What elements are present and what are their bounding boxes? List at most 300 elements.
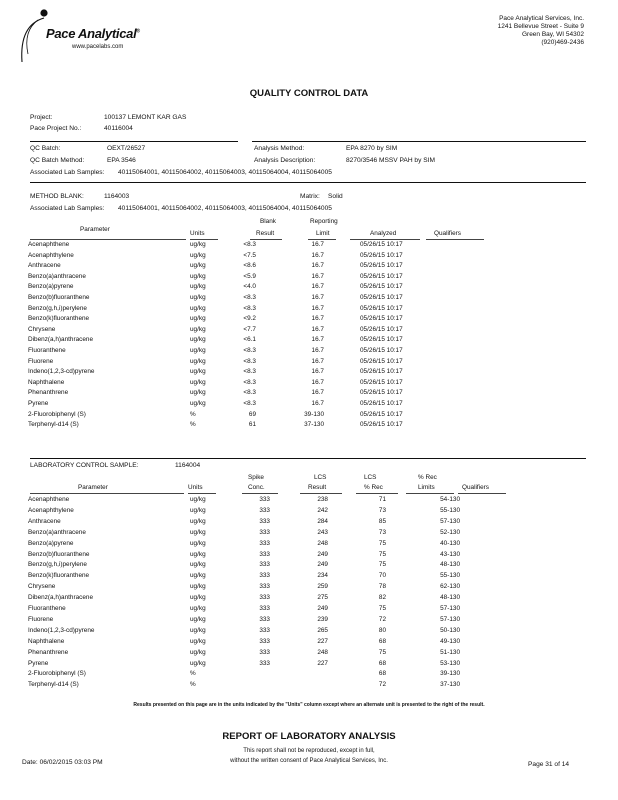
col-qualifiers: Qualifiers bbox=[434, 230, 461, 237]
cell-parameter: 2-Fluorobiphenyl (S) bbox=[28, 410, 86, 418]
divider bbox=[30, 239, 186, 240]
analysis-desc-value: 8270/3546 MSSV PAH by SIM bbox=[346, 157, 435, 164]
disclaimer-line-2: without the written consent of Pace Analytical Services, Inc. bbox=[230, 758, 388, 764]
cell-spike-conc: 333 bbox=[259, 583, 270, 591]
col-blank-result: Result bbox=[256, 230, 275, 237]
cell-spike-conc: 333 bbox=[259, 539, 270, 547]
table-row bbox=[0, 421, 618, 431]
divider bbox=[250, 239, 282, 240]
col-rec-limits-top: % Rec bbox=[418, 474, 437, 481]
cell-parameter: 2-Fluorobiphenyl (S) bbox=[28, 670, 86, 678]
method-blank-id: 1164003 bbox=[104, 193, 130, 200]
cell-parameter: Benzo(a)anthracene bbox=[28, 272, 86, 280]
table-row bbox=[0, 561, 618, 571]
cell-rec-limits: 48-130 bbox=[440, 594, 460, 602]
cell-units: ug/kg bbox=[190, 561, 206, 569]
cell-pct-rec: 80 bbox=[378, 626, 386, 634]
cell-parameter: Benzo(a)pyrene bbox=[28, 283, 74, 291]
divider bbox=[252, 141, 586, 142]
table-row bbox=[0, 670, 618, 680]
cell-pct-rec: 75 bbox=[378, 561, 386, 569]
table-row bbox=[0, 379, 618, 389]
cell-blank-result: <8.3 bbox=[243, 368, 256, 376]
cell-parameter: Fluoranthene bbox=[28, 347, 66, 354]
col-lcs-rec: LCS bbox=[364, 474, 377, 481]
cell-lcs-result: 249 bbox=[317, 561, 328, 569]
cell-units: ug/kg bbox=[190, 572, 206, 580]
table-row bbox=[0, 649, 618, 659]
table-row bbox=[0, 660, 618, 670]
cell-reporting-limit: 16.7 bbox=[311, 400, 324, 407]
table-row bbox=[0, 241, 618, 251]
table-row bbox=[0, 283, 618, 293]
page-number: Page 31 of 14 bbox=[528, 761, 570, 768]
cell-units: ug/kg bbox=[190, 272, 206, 280]
cell-parameter: Indeno(1,2,3-cd)pyrene bbox=[28, 626, 95, 634]
cell-units: ug/kg bbox=[190, 626, 206, 634]
cell-units: ug/kg bbox=[190, 389, 206, 397]
cell-units: % bbox=[190, 410, 196, 418]
cell-rec-limits: 37-130 bbox=[440, 681, 460, 689]
cell-rec-limits: 62-130 bbox=[440, 583, 460, 591]
cell-parameter: Naphthalene bbox=[28, 378, 65, 386]
divider bbox=[30, 182, 586, 183]
divider bbox=[190, 239, 218, 240]
cell-reporting-limit: 16.7 bbox=[311, 294, 324, 301]
cell-spike-conc: 333 bbox=[259, 561, 270, 569]
cell-reporting-limit: 37-130 bbox=[304, 421, 324, 429]
cell-reporting-limit: 16.7 bbox=[311, 336, 324, 344]
cell-pct-rec: 68 bbox=[378, 637, 386, 645]
cell-spike-conc: 333 bbox=[259, 637, 270, 645]
cell-parameter: Benzo(b)fluoranthene bbox=[28, 550, 90, 558]
cell-rec-limits: 51-130 bbox=[440, 648, 460, 656]
cell-lcs-result: 242 bbox=[317, 506, 328, 514]
cell-units: ug/kg bbox=[190, 659, 206, 667]
cell-parameter: Phenanthrene bbox=[28, 389, 69, 397]
cell-units: ug/kg bbox=[190, 357, 206, 365]
cell-spike-conc: 333 bbox=[259, 528, 270, 536]
cell-blank-result: <5.9 bbox=[243, 272, 256, 280]
cell-units: % bbox=[190, 670, 196, 678]
cell-analyzed: 05/26/15 10:17 bbox=[360, 357, 403, 365]
cell-units: ug/kg bbox=[190, 241, 206, 248]
associated-samples-value: 40115064001, 40115064002, 40115064003, 40115064004, 40115064005 bbox=[118, 169, 332, 176]
cell-reporting-limit: 16.7 bbox=[311, 262, 324, 270]
cell-lcs-result: 284 bbox=[317, 517, 328, 525]
cell-parameter: Acenaphthene bbox=[28, 496, 70, 503]
cell-pct-rec: 72 bbox=[378, 615, 386, 623]
cell-reporting-limit: 39-130 bbox=[304, 410, 324, 418]
cell-units: ug/kg bbox=[190, 347, 206, 354]
cell-units: ug/kg bbox=[190, 336, 206, 344]
cell-lcs-result: 259 bbox=[317, 583, 328, 591]
matrix-value: Solid bbox=[328, 193, 343, 200]
cell-rec-limits: 54-130 bbox=[440, 496, 460, 503]
cell-blank-result: <8.3 bbox=[243, 347, 256, 354]
cell-analyzed: 05/26/15 10:17 bbox=[360, 294, 403, 301]
cell-units: ug/kg bbox=[190, 517, 206, 525]
cell-spike-conc: 333 bbox=[259, 626, 270, 634]
cell-rec-limits: 50-130 bbox=[440, 626, 460, 634]
cell-lcs-result: 275 bbox=[317, 594, 328, 602]
cell-units: ug/kg bbox=[190, 605, 206, 612]
cell-parameter: Benzo(a)pyrene bbox=[28, 539, 74, 547]
cell-analyzed: 05/26/15 10:17 bbox=[360, 325, 403, 333]
table-row bbox=[0, 540, 618, 550]
cell-reporting-limit: 16.7 bbox=[311, 272, 324, 280]
table-row bbox=[0, 551, 618, 561]
cell-units: ug/kg bbox=[190, 496, 206, 503]
table-row bbox=[0, 411, 618, 421]
cell-reporting-limit: 16.7 bbox=[311, 315, 324, 323]
cell-rec-limits: 52-130 bbox=[440, 528, 460, 536]
cell-spike-conc: 333 bbox=[259, 594, 270, 602]
table-row bbox=[0, 305, 618, 315]
cell-analyzed: 05/26/15 10:17 bbox=[360, 272, 403, 280]
col-units: Units bbox=[190, 230, 205, 237]
cell-units: ug/kg bbox=[190, 637, 206, 645]
cell-pct-rec: 75 bbox=[378, 648, 386, 656]
cell-parameter: Acenaphthylene bbox=[28, 251, 74, 259]
cell-lcs-result: 243 bbox=[317, 528, 328, 536]
qc-batch-method-value: EPA 3546 bbox=[107, 157, 136, 164]
cell-analyzed: 05/26/15 10:17 bbox=[360, 389, 403, 397]
cell-lcs-result: 239 bbox=[317, 615, 328, 623]
analysis-method-value: EPA 8270 by SIM bbox=[346, 145, 398, 152]
cell-parameter: Pyrene bbox=[28, 659, 49, 667]
lab-address bbox=[498, 15, 584, 47]
col-reporting: Reporting bbox=[310, 218, 338, 225]
col-limits: Limits bbox=[418, 484, 435, 491]
cell-parameter: Anthracene bbox=[28, 262, 61, 270]
cell-spike-conc: 333 bbox=[259, 605, 270, 612]
cell-reporting-limit: 16.7 bbox=[311, 368, 324, 376]
qc-batch-value: OEXT/26527 bbox=[107, 145, 146, 152]
cell-analyzed: 05/26/15 10:17 bbox=[360, 421, 403, 429]
cell-blank-result: <8.3 bbox=[243, 241, 256, 248]
cell-reporting-limit: 16.7 bbox=[311, 241, 324, 248]
cell-rec-limits: 40-130 bbox=[440, 539, 460, 547]
cell-rec-limits: 57-130 bbox=[440, 605, 460, 612]
table-row bbox=[0, 638, 618, 648]
cell-spike-conc: 333 bbox=[259, 659, 270, 667]
cell-blank-result: 69 bbox=[248, 410, 256, 418]
table-row bbox=[0, 496, 618, 506]
col-parameter: Parameter bbox=[80, 226, 110, 233]
divider bbox=[30, 458, 586, 459]
table-row bbox=[0, 616, 618, 626]
cell-analyzed: 05/26/15 10:17 bbox=[360, 368, 403, 376]
cell-spike-conc: 333 bbox=[259, 496, 270, 503]
cell-pct-rec: 68 bbox=[378, 670, 386, 678]
divider bbox=[458, 493, 506, 494]
cell-units: ug/kg bbox=[190, 594, 206, 602]
analysis-desc-label: Analysis Description: bbox=[254, 157, 316, 164]
divider bbox=[30, 493, 184, 494]
cell-lcs-result: 265 bbox=[317, 626, 328, 634]
cell-units: ug/kg bbox=[190, 550, 206, 558]
cell-units: ug/kg bbox=[190, 506, 206, 514]
cell-analyzed: 05/26/15 10:17 bbox=[360, 315, 403, 323]
cell-units: ug/kg bbox=[190, 615, 206, 623]
cell-units: ug/kg bbox=[190, 583, 206, 591]
cell-parameter: Indeno(1,2,3-cd)pyrene bbox=[28, 368, 95, 376]
lcs-id: 1164004 bbox=[175, 462, 201, 469]
cell-parameter: Benzo(k)fluoranthene bbox=[28, 315, 90, 323]
table-row bbox=[0, 252, 618, 262]
table-row bbox=[0, 294, 618, 304]
report-date: Date: 06/02/2015 03:03 PM bbox=[22, 759, 103, 766]
cell-reporting-limit: 16.7 bbox=[311, 389, 324, 397]
cell-reporting-limit: 16.7 bbox=[311, 304, 324, 312]
cell-analyzed: 05/26/15 10:17 bbox=[360, 378, 403, 386]
cell-rec-limits: 55-130 bbox=[440, 572, 460, 580]
method-blank-label: METHOD BLANK: bbox=[30, 193, 84, 200]
cell-units: ug/kg bbox=[190, 325, 206, 333]
project-value: 100137 LEMONT KAR GAS bbox=[104, 114, 187, 121]
cell-units: ug/kg bbox=[190, 251, 206, 259]
cell-pct-rec: 72 bbox=[378, 681, 386, 689]
lab-address-line: (920)469-2436 bbox=[541, 39, 584, 46]
cell-blank-result: <4.0 bbox=[243, 283, 256, 291]
cell-parameter: Anthracene bbox=[28, 517, 61, 525]
col-analyzed: Analyzed bbox=[370, 230, 397, 237]
cell-pct-rec: 75 bbox=[378, 539, 386, 547]
cell-reporting-limit: 16.7 bbox=[311, 251, 324, 259]
cell-pct-rec: 73 bbox=[378, 506, 386, 514]
cell-units: ug/kg bbox=[190, 539, 206, 547]
table-row bbox=[0, 605, 618, 615]
table-row bbox=[0, 262, 618, 272]
cell-lcs-result: 238 bbox=[317, 496, 328, 503]
lab-address-line: 1241 Bellevue Street - Suite 9 bbox=[497, 23, 584, 30]
project-no-label: Pace Project No.: bbox=[30, 125, 82, 132]
cell-lcs-result: 248 bbox=[317, 539, 328, 547]
cell-reporting-limit: 16.7 bbox=[311, 378, 324, 386]
cell-units: % bbox=[190, 421, 196, 429]
cell-parameter: Phenanthrene bbox=[28, 648, 69, 656]
project-label: Project: bbox=[30, 114, 53, 121]
divider bbox=[426, 239, 484, 240]
divider bbox=[242, 493, 278, 494]
cell-parameter: Benzo(b)fluoranthene bbox=[28, 294, 90, 301]
cell-analyzed: 05/26/15 10:17 bbox=[360, 410, 403, 418]
cell-spike-conc: 333 bbox=[259, 615, 270, 623]
cell-spike-conc: 333 bbox=[259, 506, 270, 514]
cell-pct-rec: 82 bbox=[378, 594, 386, 602]
cell-parameter: Benzo(a)anthracene bbox=[28, 528, 86, 536]
divider bbox=[350, 239, 420, 240]
cell-blank-result: <8.3 bbox=[243, 304, 256, 312]
report-title: REPORT OF LABORATORY ANALYSIS bbox=[222, 731, 396, 742]
cell-parameter: Dibenz(a,h)anthracene bbox=[28, 594, 94, 602]
disclaimer-line-1: This report shall not be reproduced, except in full, bbox=[243, 748, 375, 754]
cell-parameter: Fluorene bbox=[28, 357, 54, 365]
cell-lcs-result: 249 bbox=[317, 605, 328, 612]
table-row bbox=[0, 347, 618, 357]
col-spike-conc: Conc. bbox=[248, 484, 265, 491]
cell-reporting-limit: 16.7 bbox=[311, 283, 324, 291]
cell-parameter: Fluoranthene bbox=[28, 605, 66, 612]
cell-analyzed: 05/26/15 10:17 bbox=[360, 336, 403, 344]
cell-rec-limits: 57-130 bbox=[440, 615, 460, 623]
col-qualifiers: Qualifiers bbox=[462, 484, 489, 491]
col-spike: Spike bbox=[248, 474, 264, 481]
cell-analyzed: 05/26/15 10:17 bbox=[360, 283, 403, 291]
cell-reporting-limit: 16.7 bbox=[311, 325, 324, 333]
table-row bbox=[0, 594, 618, 604]
col-lcs-result: Result bbox=[308, 484, 327, 491]
cell-parameter: Benzo(k)fluoranthene bbox=[28, 572, 90, 580]
col-lcs: LCS bbox=[314, 474, 327, 481]
cell-blank-result: <8.3 bbox=[243, 400, 256, 407]
cell-blank-result: <8.3 bbox=[243, 378, 256, 386]
cell-rec-limits: 57-130 bbox=[440, 517, 460, 525]
cell-pct-rec: 70 bbox=[378, 572, 386, 580]
col-parameter: Parameter bbox=[78, 484, 108, 491]
cell-pct-rec: 68 bbox=[378, 659, 386, 667]
divider bbox=[300, 493, 342, 494]
divider bbox=[308, 239, 336, 240]
cell-units: ug/kg bbox=[190, 648, 206, 656]
col-pct-rec: % Rec bbox=[364, 484, 383, 491]
table-row bbox=[0, 518, 618, 528]
table-row bbox=[0, 681, 618, 691]
col-limit: Limit bbox=[316, 230, 330, 237]
pace-logo: Pace Analytical® bbox=[46, 26, 140, 41]
cell-units: ug/kg bbox=[190, 315, 206, 323]
cell-blank-result: 61 bbox=[248, 421, 256, 429]
cell-analyzed: 05/26/15 10:17 bbox=[360, 241, 403, 248]
table-row bbox=[0, 400, 618, 410]
cell-parameter: Terphenyl-d14 (S) bbox=[28, 681, 79, 689]
table-row bbox=[0, 273, 618, 283]
cell-rec-limits: 53-130 bbox=[440, 659, 460, 667]
col-units: Units bbox=[188, 484, 203, 491]
divider bbox=[188, 493, 216, 494]
cell-parameter: Dibenz(a,h)anthracene bbox=[28, 336, 94, 344]
cell-blank-result: <6.1 bbox=[243, 336, 256, 344]
cell-pct-rec: 71 bbox=[378, 496, 386, 503]
divider bbox=[356, 493, 398, 494]
cell-units: ug/kg bbox=[190, 294, 206, 301]
cell-spike-conc: 333 bbox=[259, 572, 270, 580]
qc-batch-method-label: QC Batch Method: bbox=[30, 157, 85, 164]
divider bbox=[406, 493, 454, 494]
cell-rec-limits: 39-130 bbox=[440, 670, 460, 678]
cell-parameter: Chrysene bbox=[28, 583, 56, 591]
project-no-value: 40116004 bbox=[104, 125, 133, 132]
cell-lcs-result: 234 bbox=[317, 572, 328, 580]
col-blank: Blank bbox=[260, 218, 276, 225]
cell-analyzed: 05/26/15 10:17 bbox=[360, 262, 403, 270]
cell-reporting-limit: 16.7 bbox=[311, 347, 324, 354]
cell-blank-result: <7.7 bbox=[243, 325, 256, 333]
cell-parameter: Acenaphthene bbox=[28, 241, 70, 248]
blank-associated-label: Associated Lab Samples: bbox=[30, 205, 105, 212]
cell-spike-conc: 333 bbox=[259, 648, 270, 656]
blank-associated-value: 40115064001, 40115064002, 40115064003, 40115064004, 40115064005 bbox=[118, 205, 332, 212]
units-note: Results presented on this page are in the units indicated by the "Units" column except where an alternate unit is presented to the right of the result. bbox=[133, 702, 485, 708]
cell-analyzed: 05/26/15 10:17 bbox=[360, 304, 403, 312]
cell-units: ug/kg bbox=[190, 283, 206, 291]
matrix-label: Matrix: bbox=[300, 193, 320, 200]
table-row bbox=[0, 326, 618, 336]
cell-blank-result: <7.5 bbox=[243, 251, 256, 259]
pace-url: www.pacelabs.com bbox=[72, 44, 124, 50]
cell-units: ug/kg bbox=[190, 378, 206, 386]
cell-analyzed: 05/26/15 10:17 bbox=[360, 400, 403, 407]
cell-pct-rec: 75 bbox=[378, 550, 386, 558]
cell-parameter: Chrysene bbox=[28, 325, 56, 333]
cell-parameter: Benzo(g,h,i)perylene bbox=[28, 561, 87, 569]
cell-parameter: Acenaphthylene bbox=[28, 506, 74, 514]
cell-parameter: Benzo(g,h,i)perylene bbox=[28, 304, 87, 312]
cell-reporting-limit: 16.7 bbox=[311, 357, 324, 365]
page-title: QUALITY CONTROL DATA bbox=[249, 88, 369, 99]
cell-parameter: Fluorene bbox=[28, 615, 54, 623]
cell-analyzed: 05/26/15 10:17 bbox=[360, 251, 403, 259]
lcs-label: LABORATORY CONTROL SAMPLE: bbox=[30, 462, 139, 469]
cell-parameter: Naphthalene bbox=[28, 637, 65, 645]
cell-blank-result: <8.3 bbox=[243, 357, 256, 365]
cell-rec-limits: 49-130 bbox=[440, 637, 460, 645]
table-row bbox=[0, 336, 618, 346]
cell-blank-result: <9.2 bbox=[243, 315, 256, 323]
table-row bbox=[0, 572, 618, 582]
table-row bbox=[0, 315, 618, 325]
cell-pct-rec: 85 bbox=[378, 517, 386, 525]
cell-units: ug/kg bbox=[190, 262, 206, 270]
cell-parameter: Pyrene bbox=[28, 400, 49, 407]
cell-spike-conc: 333 bbox=[259, 517, 270, 525]
associated-samples-label: Associated Lab Samples: bbox=[30, 169, 105, 176]
cell-units: ug/kg bbox=[190, 368, 206, 376]
cell-units: ug/kg bbox=[190, 400, 206, 407]
analysis-method-label: Analysis Method: bbox=[254, 145, 305, 152]
table-row bbox=[0, 583, 618, 593]
cell-pct-rec: 73 bbox=[378, 528, 386, 536]
table-row bbox=[0, 368, 618, 378]
cell-rec-limits: 48-130 bbox=[440, 561, 460, 569]
qc-batch-label: QC Batch: bbox=[30, 145, 61, 152]
cell-blank-result: <8.3 bbox=[243, 389, 256, 397]
table-row bbox=[0, 389, 618, 399]
cell-blank-result: <8.3 bbox=[243, 294, 256, 301]
cell-units: % bbox=[190, 681, 196, 689]
cell-spike-conc: 333 bbox=[259, 550, 270, 558]
lab-address-line: Pace Analytical Services, Inc. bbox=[499, 15, 584, 22]
cell-lcs-result: 248 bbox=[317, 648, 328, 656]
table-row bbox=[0, 627, 618, 637]
cell-units: ug/kg bbox=[190, 528, 206, 536]
lab-address-line: Green Bay, WI 54302 bbox=[521, 31, 584, 38]
cell-analyzed: 05/26/15 10:17 bbox=[360, 347, 403, 354]
cell-lcs-result: 227 bbox=[317, 637, 328, 645]
cell-blank-result: <8.6 bbox=[243, 262, 256, 270]
cell-lcs-result: 227 bbox=[317, 659, 328, 667]
table-row bbox=[0, 507, 618, 517]
cell-units: ug/kg bbox=[190, 304, 206, 312]
table-row bbox=[0, 358, 618, 368]
cell-rec-limits: 55-130 bbox=[440, 506, 460, 514]
cell-rec-limits: 43-130 bbox=[440, 550, 460, 558]
divider bbox=[30, 141, 238, 142]
cell-pct-rec: 78 bbox=[378, 583, 386, 591]
cell-pct-rec: 75 bbox=[378, 605, 386, 612]
table-row bbox=[0, 529, 618, 539]
